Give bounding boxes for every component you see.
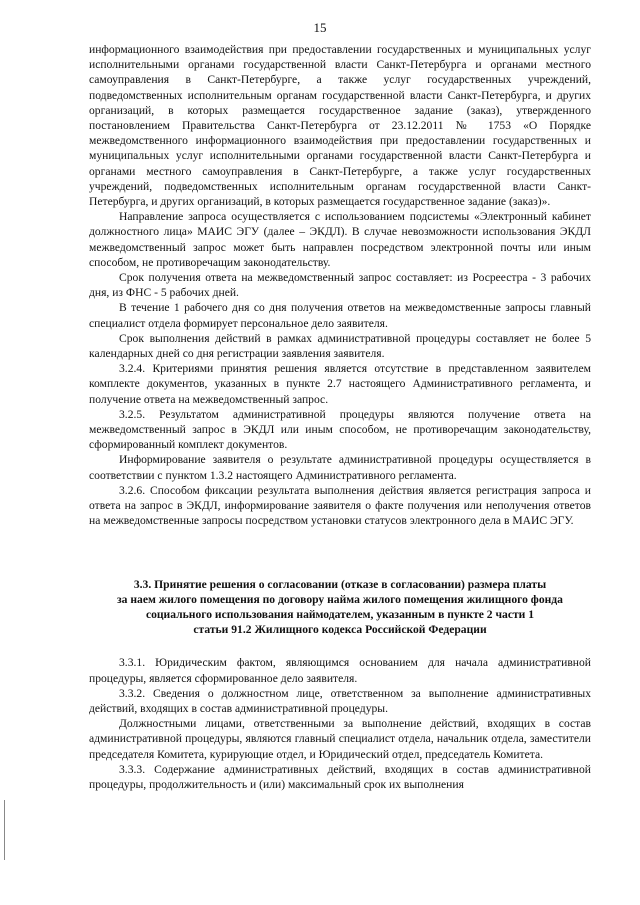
paragraph-top-6: 3.2.4. Критериями принятия решения является отсутствие в представленном заявителем комплекте документов, указанных в пункте 2.7 настоящего Административного регламента, и получение ответа на межведомственный запрос. xyxy=(89,362,591,406)
scan-edge-mark xyxy=(4,800,5,860)
section-heading-line-3: социального использования наймодателем, указанным в пункте 2 части 1 xyxy=(145,607,535,621)
section-heading-line-4: статьи 91.2 Жилищного кодекса Российской Федерации xyxy=(193,623,487,637)
paragraph-top-4: В течение 1 рабочего дня со дня получения ответов на межведомственные запросы главный специалист отдела формирует персональное дело заявителя. xyxy=(89,301,591,330)
page-number: 15 xyxy=(313,20,327,35)
paragraphs-top xyxy=(89,42,591,529)
paragraphs-bottom xyxy=(89,655,591,792)
paragraph-bottom-4: 3.3.3. Содержание административных действий, входящих в состав административной процедуры, продолжительность и (или) максимальный срок их выполнения xyxy=(89,762,591,791)
paragraph-top-7: 3.2.5. Результатом административной процедуры являются получение ответа на межведомственный запрос в ЭКДЛ или иным способом, не противоречащим законодательству, сформированный комплект документов. xyxy=(89,407,591,452)
paragraph-top-9: 3.2.6. Способом фиксации результата выполнения действия является регистрация запроса и ответа на запрос в ЭКДЛ, информирование заявителя о факте получения или неполучения ответов на межведомственные запросы посредством установки статусов электронного дела в МАИС ЭГУ. xyxy=(89,483,591,528)
paragraph-top-8: Информирование заявителя о результате административной процедуры осуществляется в соответствии с пунктом 1.3.2 настоящего Административного регламента. xyxy=(89,453,591,482)
paragraph-top-3: Срок получения ответа на межведомственный запрос составляет: из Росреестра - 3 рабочих дня, из ФНС - 5 рабочих дней. xyxy=(89,271,591,300)
section-heading-line-1: 3.3. Принятие решения о согласовании (отказе в согласовании) размера платы xyxy=(133,577,547,591)
section-heading-3-3 xyxy=(89,577,591,638)
paragraph-top-2: Направление запроса осуществляется с использованием подсистемы «Электронный кабинет должностного лица» МАИС ЭГУ (далее – ЭКДЛ). В случае невозможности использования ЭКДЛ межведомственный запрос может быть направлен посредством электронной почты или иным способом, не противоречащим законодательству. xyxy=(89,210,591,269)
paragraph-top-5: Срок выполнения действий в рамках административной процедуры составляет не более 5 календарных дней со дня регистрации заявления заявителя. xyxy=(89,331,591,361)
paragraph-top-1: информационного взаимодействия при предоставлении государственных и муниципальных услуг исполнительными органами государственной власти Санкт-Петербурга и органами местного самоуправления в Санкт-Петербурге, а также услуг государственных учреждений, подведомственных исполнительным органам государственной власти Санкт-Петербурга, и других организаций, в которых размещается государственное задание (заказ), утвержденного постановлением Правительства Санкт-Петербурга от 23.12.2011 № 1753 «О Порядке межведомственного информационного взаимодействия при предоставлении государственных и муниципальных услуг исполнительными органами государственной власти Санкт-Петербурга и органами местного самоуправления в Санкт-Петербурге, а также услуг государственных учреждений, подведомственных исполнительным органам государственной власти Санкт-Петербурга, и других организаций, в которых размещается государственное задание (заказ)». xyxy=(89,43,591,209)
document-body xyxy=(89,42,591,792)
paragraph-bottom-2: 3.3.2. Сведения о должностном лице, ответственном за выполнение административных действий, входящих в состав административной процедуры. xyxy=(89,686,591,715)
paragraph-bottom-3: Должностными лицами, ответственными за выполнение действий, входящих в состав административной процедуры, являются главный специалист отдела, начальник отдела, заместители председателя Комитета, курирующие отдел, и Юридический отдел, председатель Комитета. xyxy=(89,717,591,761)
section-gap xyxy=(89,529,591,577)
paragraph-bottom-1: 3.3.1. Юридическим фактом, являющимся основанием для начала административной процедуры, является сформированное дело заявителя. xyxy=(89,656,591,685)
section-heading-line-2: за наем жилого помещения по договору найма жилого помещения жилищного фонда xyxy=(117,592,563,606)
